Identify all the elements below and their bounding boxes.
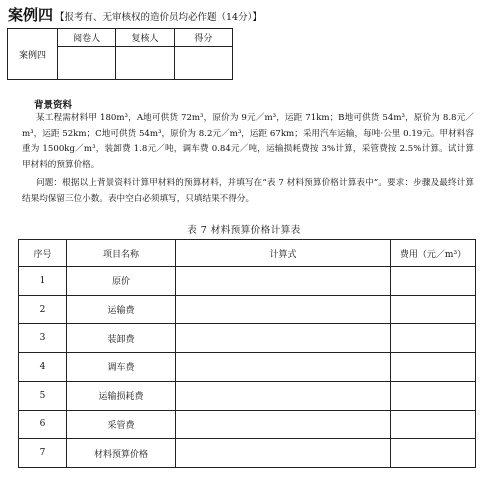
table-row: [19, 267, 476, 296]
col-header-formula: 计算式: [176, 240, 391, 267]
cost-cell[interactable]: [391, 324, 476, 353]
table-caption: 表 7 材料预算价格计算表: [187, 225, 301, 236]
formula-cell[interactable]: [176, 324, 391, 353]
row-item: 运输费: [67, 295, 176, 324]
case-note: 【报考有、无审核权的造价员均必作题（14分）】: [55, 12, 262, 23]
row-no: 7: [19, 439, 67, 468]
score-table: [7, 28, 233, 80]
formula-cell[interactable]: [176, 295, 391, 324]
formula-cell[interactable]: [176, 353, 391, 382]
case-heading: [8, 4, 262, 25]
score-row-label: 案例四: [8, 29, 58, 80]
header-checker: 复核人: [116, 29, 174, 47]
background-paragraph: 某工程需材料甲 180m³，A地可供货 72m³，原价为 9元／m³，运距 71km；B地可供货 54m³，原价为 8.8元／m³，运距 52km；C地可供货 54m³，原价为 8.2元／m³，运距 67km；采用汽车运输，每吨·公里 0.19元。甲材料容重为 1500kg／m³，装卸费 1.8元／吨，调车费 0.84元／吨，运输损耗费按 3%计算，采管费按 2.5%计算。试计算甲材料的预算价格。: [22, 113, 474, 170]
row-item: 材料预算价格: [67, 439, 176, 468]
table-row: [19, 410, 476, 439]
row-no: 4: [19, 353, 67, 382]
cost-cell[interactable]: [391, 439, 476, 468]
row-no: 3: [19, 324, 67, 353]
row-item: 运输损耗费: [67, 381, 176, 410]
formula-cell[interactable]: [176, 410, 391, 439]
row-item: 调车费: [67, 353, 176, 382]
table-row: [19, 324, 476, 353]
cost-cell[interactable]: [391, 295, 476, 324]
cost-cell[interactable]: [391, 410, 476, 439]
section-title: 背景资料: [34, 100, 73, 111]
row-item: 采管费: [67, 410, 176, 439]
score-cell[interactable]: [174, 47, 232, 80]
header-score: 得分: [174, 29, 232, 47]
table-row: [19, 439, 476, 468]
question-paragraph: 问题：根据以上背景资料计算甲材料的预算材料，并填写在“表 7 材料预算价格计算表中”。要求：步骤及最终计算结果均保留三位小数。表中空白必须填写，只填结果不得分。: [22, 178, 474, 204]
cost-cell[interactable]: [391, 353, 476, 382]
row-no: 5: [19, 381, 67, 410]
row-no: 2: [19, 295, 67, 324]
header-reviewer: 阅卷人: [58, 29, 116, 47]
table-row: [19, 381, 476, 410]
cost-cell[interactable]: [391, 267, 476, 296]
col-header-item: 项目名称: [67, 240, 176, 267]
row-no: 1: [19, 267, 67, 296]
price-calc-table: [18, 239, 476, 468]
case-title: 案例四: [8, 6, 54, 24]
row-item: 原价: [67, 267, 176, 296]
formula-cell[interactable]: [176, 267, 391, 296]
row-item: 装卸费: [67, 324, 176, 353]
cost-cell[interactable]: [391, 381, 476, 410]
formula-cell[interactable]: [176, 439, 391, 468]
col-header-cost: 费用（元／m³）: [391, 240, 476, 267]
formula-cell[interactable]: [176, 381, 391, 410]
table-row: [19, 353, 476, 382]
table-row: [19, 295, 476, 324]
reviewer-cell[interactable]: [58, 47, 116, 80]
checker-cell[interactable]: [116, 47, 174, 80]
col-header-no: 序号: [19, 240, 67, 267]
row-no: 6: [19, 410, 67, 439]
